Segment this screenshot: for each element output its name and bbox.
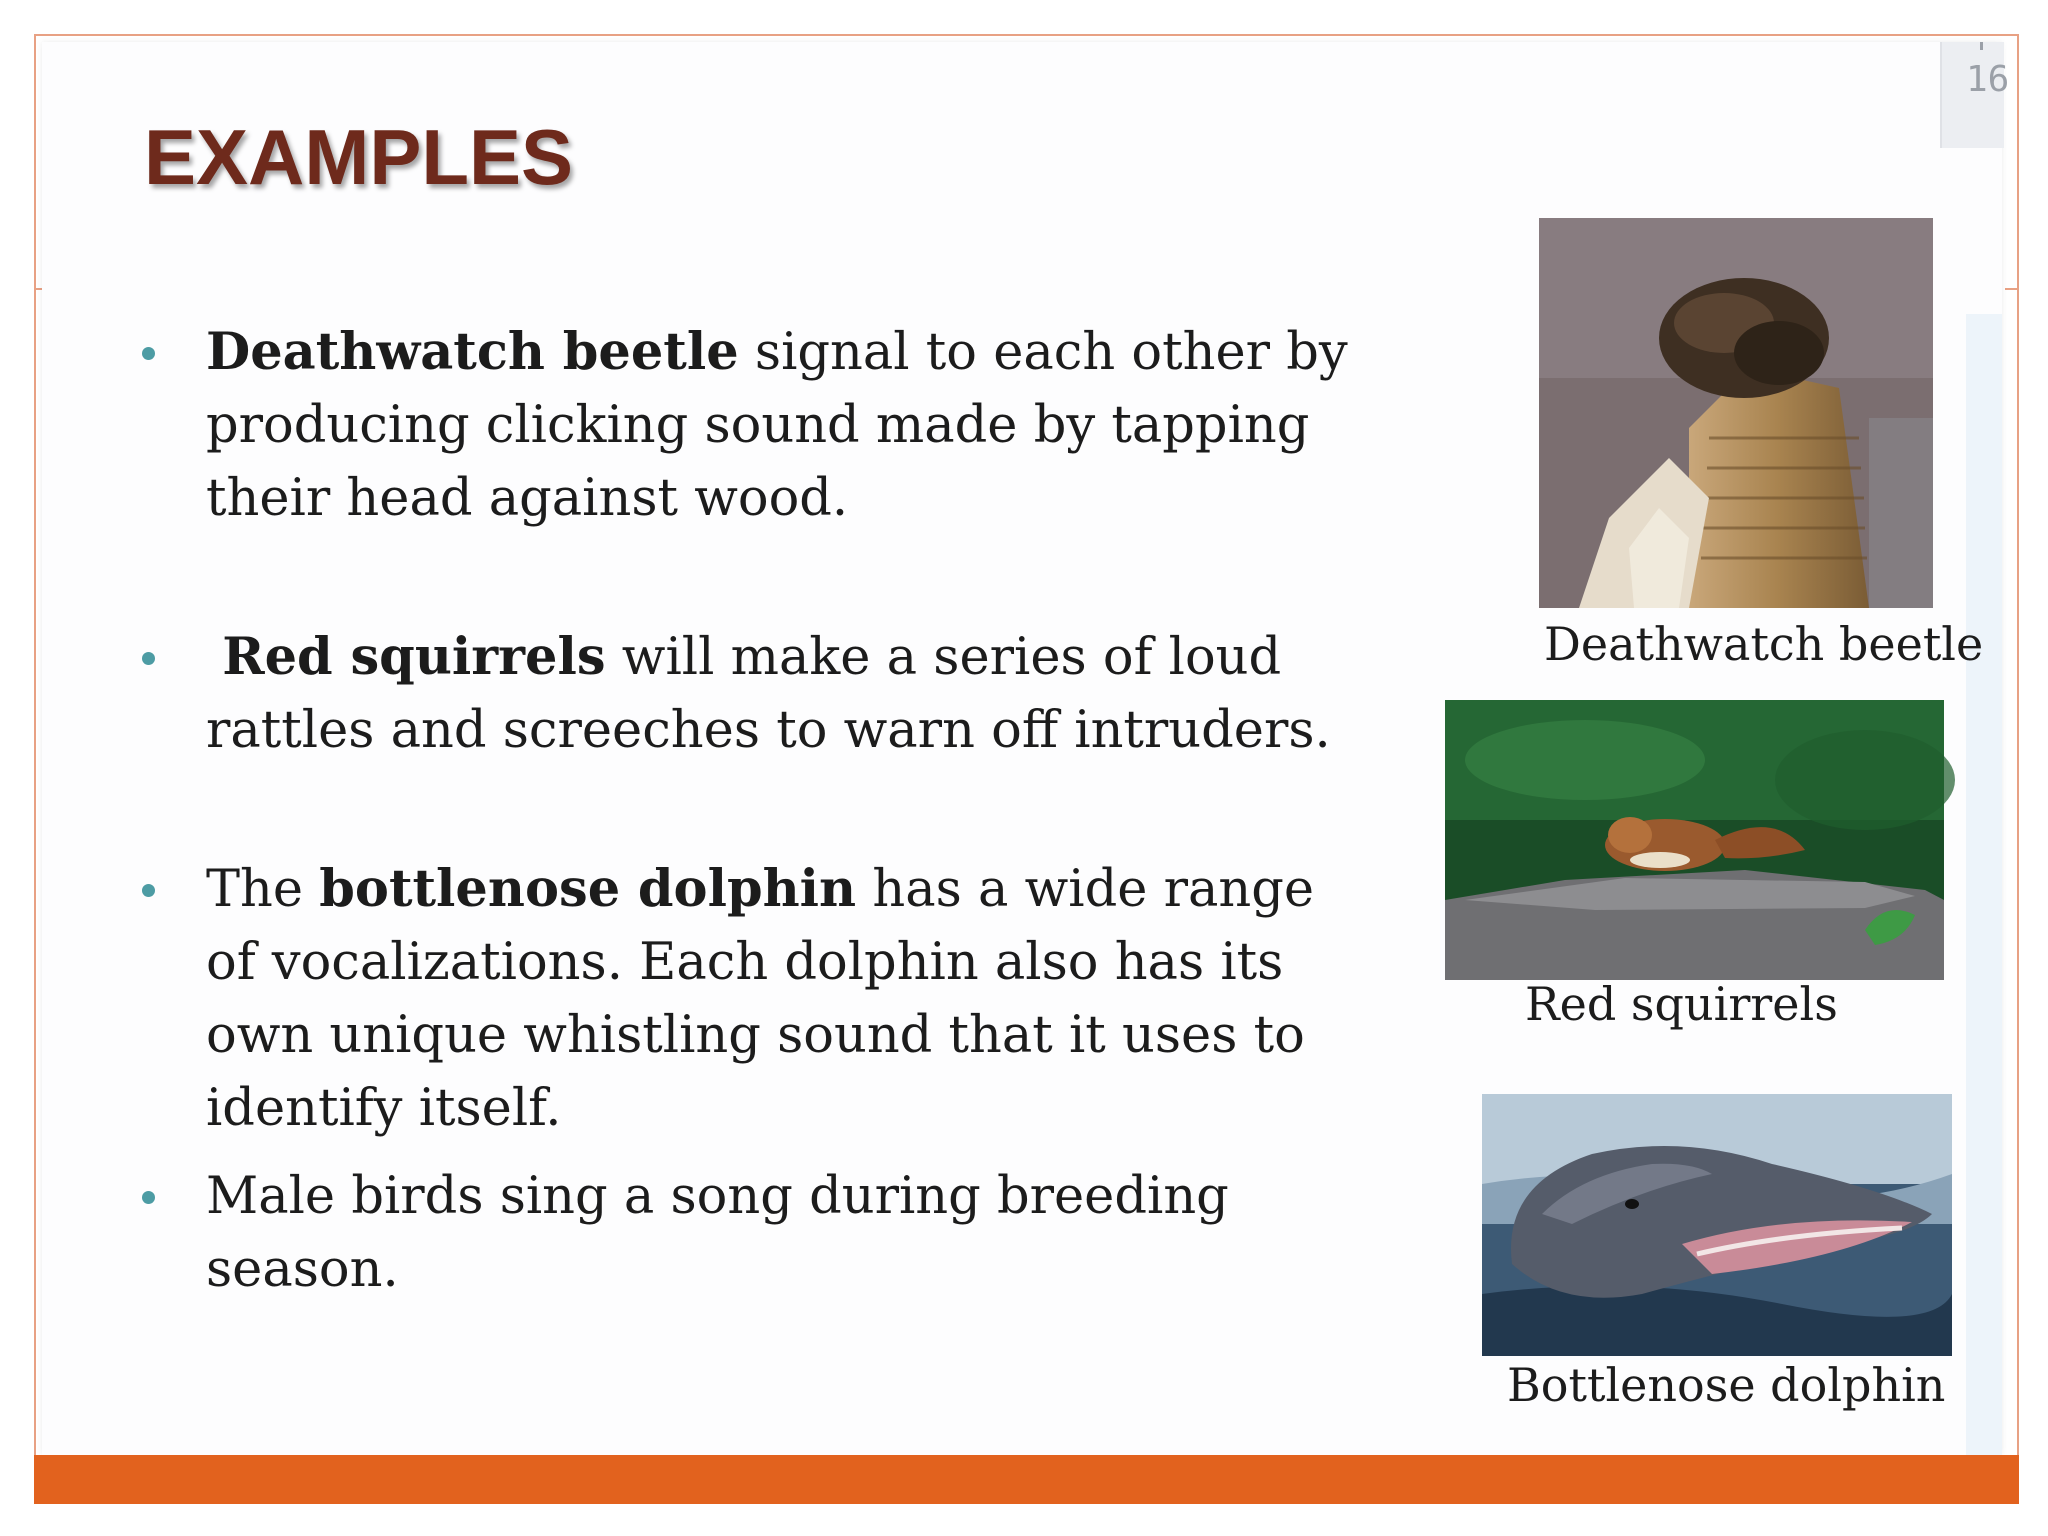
image-caption: Bottlenose dolphin (1507, 1358, 1946, 1412)
bullet-bold-text: Red squirrels (222, 627, 606, 687)
slide-edge-strip (1966, 314, 2002, 1455)
beetle-photo (1539, 218, 1933, 608)
bullet-text: signal to each other by producing clicking sound made by tapping their head against wood. (206, 323, 1348, 528)
image-caption: Red squirrels (1525, 977, 1838, 1031)
bullet-dot-icon (142, 652, 155, 665)
page-number: 16 (1966, 59, 2010, 100)
image-caption: Deathwatch beetle (1544, 617, 1984, 671)
bullet-item (206, 316, 1356, 535)
bullet-text: Male birds sing a song during breeding season. (206, 1167, 1229, 1299)
bullet-dot-icon (142, 884, 155, 897)
bullet-text: will make a series of loud rattles and screeches to warn off intruders. (206, 628, 1331, 760)
bullet-dot-icon (142, 1191, 155, 1204)
squirrel-photo (1445, 700, 1944, 980)
bullet-item (206, 853, 1356, 1145)
bullet-text: The (206, 860, 320, 919)
bullet-bold-text: Deathwatch beetle (206, 322, 739, 382)
bullet-text: has a wide range of vocalizations. Each dolphin also has its own unique whistling sound that it uses to identify itself. (206, 860, 1315, 1138)
bullet-bold-text: bottlenose dolphin (319, 859, 857, 919)
page-number-tick (1980, 42, 1983, 50)
bullet-dot-icon (142, 347, 155, 360)
dolphin-photo (1482, 1094, 1952, 1356)
slide-title: EXAMPLES (144, 113, 574, 201)
page-number-tab (1940, 42, 2010, 148)
bullet-item (206, 1160, 1356, 1306)
footer-accent-bar (34, 1455, 2019, 1504)
divider-line (2005, 288, 2017, 290)
bullet-item (206, 621, 1356, 767)
